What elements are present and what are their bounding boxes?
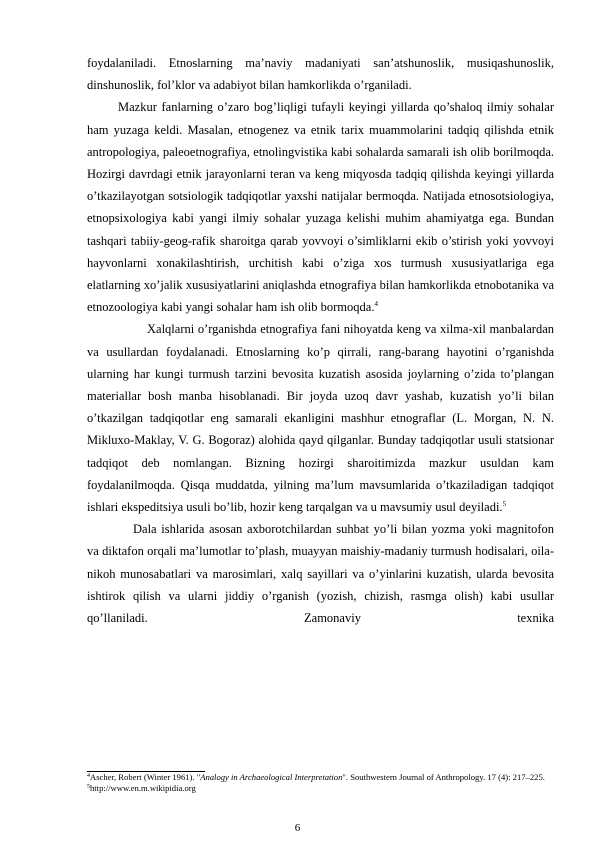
footnote-5-mark: 5 <box>87 784 90 790</box>
footnote-ref-5[interactable]: 5 <box>502 500 507 509</box>
footnote-4-mark: 4 <box>87 773 90 779</box>
page-number: 6 <box>294 822 301 834</box>
footnote-4-title: Analogy in Archaeological Interpretation <box>200 772 343 782</box>
footnote-4-pre: Ascher, Robert (Winter 1961). " <box>90 772 201 782</box>
paragraph-1: foydalaniladi. Etnoslarning ma’naviy madaniyati san’atshunoslik, musiqashunoslik, dinshunoslik, fol’klor va adabiyot bilan hamkorlikda o’rganiladi. <box>87 56 554 93</box>
footnote-5 <box>87 783 554 794</box>
footnote-5-link[interactable]: http://www.en.m.wikipidia.org <box>90 783 196 793</box>
footnotes <box>87 772 554 794</box>
footnote-4 <box>87 772 554 783</box>
footnote-4-post: ". Southwestern Journal of Anthropology. 17 (4): 217–225. <box>342 772 545 782</box>
paragraph-3-text: Xalqlarni o’rganishda etnografiya fani nihoyatda keng va xilma-xil manbalardan va usullardan foydalanadi. Etnoslarning ko’p qirrali, rang-barang hayotini o’rganishda ularning har kungi turmush tarzini bevosita kuzatish asosida joylarning o’zida to’plangan materiallar bosh manba hisoblanadi. Bir joyda uzoq davr yashab, kuzatish yo’li bilan o’tkazilgan tadqiqotlar eng samarali ekanligini mashhur etnograflar (L. Morgan, N. N. Mikluxo-Maklay, V. G. Bogoraz) alohida qayd qilganlar. Bunday tadqiqotlar usuli statsionar tadqiqot deb nomlangan. Bizning hozirgi sharoitimizda mazkur usuldan kam foydalanilmoqda. Qisqa muddatda, yilning ma’lum mavsumlarida o’tkaziladigan tadqiqot ishlari ekspeditsiya usuli bo’lib, hozir keng tarqalgan va u mavsumiy usul deyiladi. <box>87 322 554 515</box>
paragraph-2-text: Mazkur fanlarning o’zaro bog’liqligi tufayli keyingi yillarda qo’shaloq ilmiy sohalar ham yuzaga keldi. Masalan, etnogenez va etnik tarix muammolarini tadqiq qilishda etnik antropologiya, paleoetnografiya, etnolingvistika kabi sohalarda samarali ish olib borilmoqda. Hozirgi davrdagi etnik jarayonlarni teran va keng miqyosda tadqiq qilishda keyingi yillarda o’tkazilayotgan sotsiologik tadqiqotlar yaxshi natijalar bermoqda. Natijada etnosotsiologiya, etnopsixologiya kabi yangi ilmiy sohalar yuzaga kelishi muhim ahamiyatga ega. Bundan tashqari tabiiy-geog-rafik sharoitga qarab yovvoyi o’simliklarni ekib o’stirish yoki yovvoyi hayvonlarni xonakilashtirish, urchitish kabi o’ziga xos turmush xususiyatlariga ega elatlarning xo’jalik xususiyatlarini aniqlashda etnografiya bilan hamkorlikda etnobotanika va etnozoologiya kabi yangi sohalar ham ish olib bormoqda. <box>87 100 554 315</box>
paragraph-4: Dala ishlarida asosan axborotchilardan suhbat yo’li bilan yozma yoki magnitofon va diktafon orqali ma’lumotlar to’plash, muayyan maishiy-madaniy turmush hodisalari, oila-nikoh munosabatlari va marosimlari, xalq sayillari va o’yinlarini kuzatish, ularda bevosita ishtirok qilish va ularni jiddiy o’rganish (yozish, chizish, rasmga olish) kabi usullar qo’llaniladi. Zamonaviy texnika <box>87 522 554 626</box>
paragraph-3 <box>87 318 554 518</box>
footnote-ref-4[interactable]: 4 <box>374 300 378 309</box>
paragraph-2 <box>87 96 554 318</box>
document-body <box>87 52 554 629</box>
